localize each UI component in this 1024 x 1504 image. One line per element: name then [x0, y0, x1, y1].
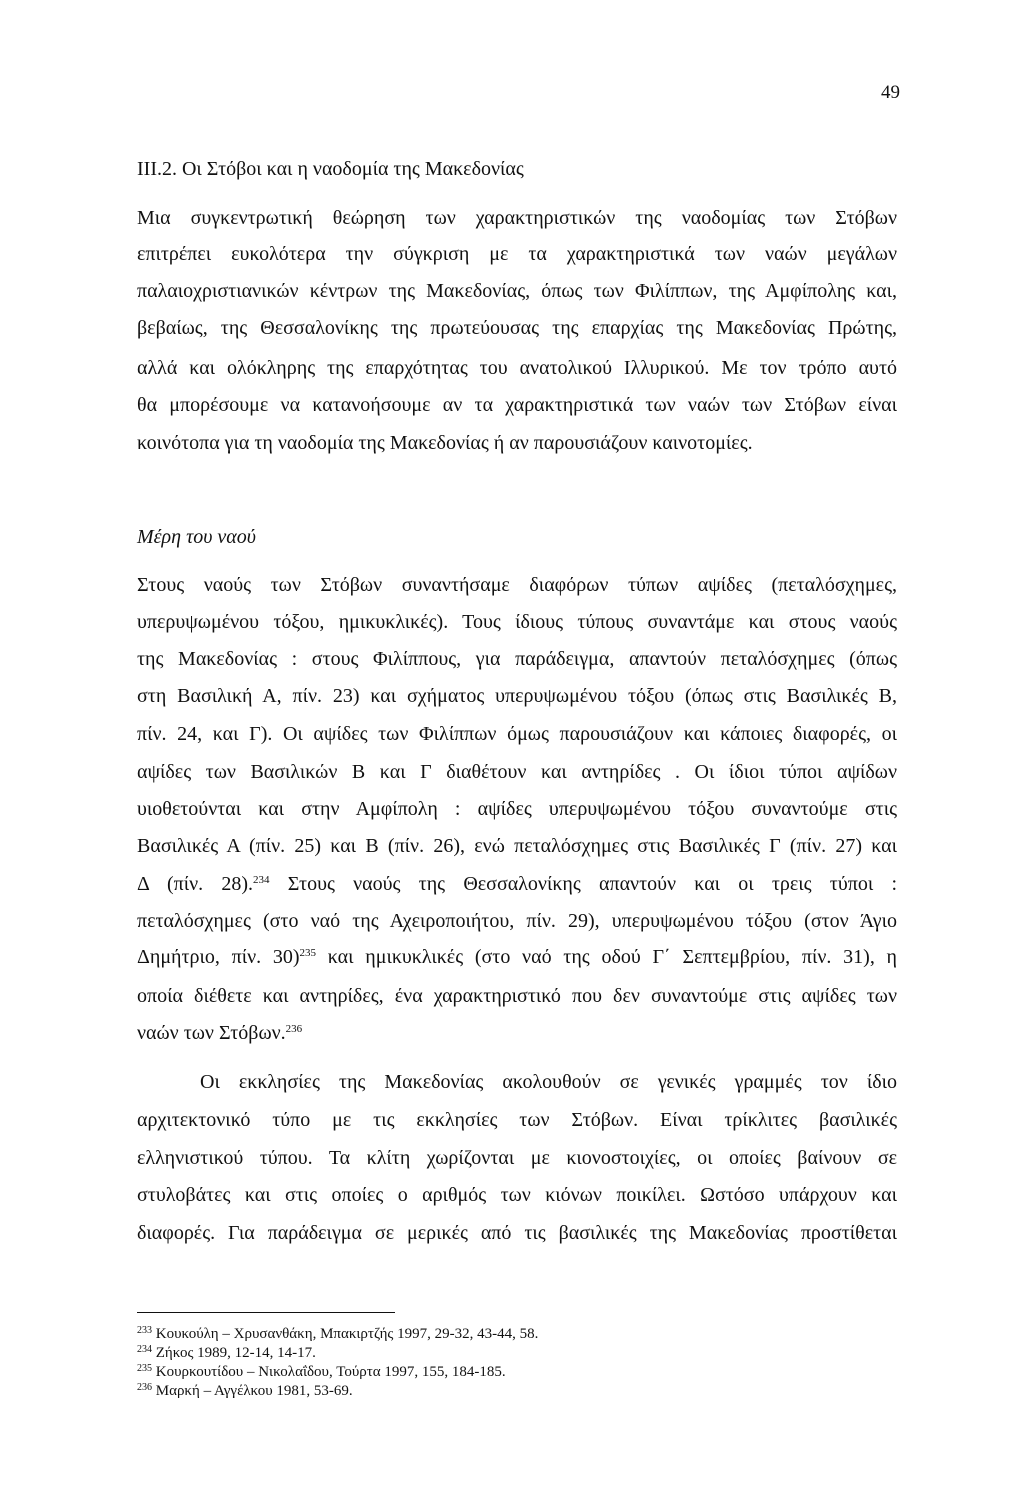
para1-line-7: κοινότοπα για τη ναοδομία της Μακεδονίας ή αν παρουσιάζουν καινοτομίες.: [137, 432, 753, 454]
para1-line-1: Μια συγκεντρωτική θεώρηση των χαρακτηριστικών της ναοδομίας των Στόβων: [137, 207, 897, 229]
footnote-235: [137, 1363, 506, 1381]
para2-line-13: [137, 1021, 897, 1045]
footnote-ref-235: 235: [299, 947, 317, 959]
footnote-text: Κουκούλη – Χρυσανθάκη, Μπακιρτζής 1997, 29-32, 43-44, 58.: [152, 1326, 539, 1342]
section-heading: III.2. Οι Στόβοι και η ναοδομία της Μακεδονίας: [137, 158, 524, 180]
para2-line-13-text: ναών των Στόβων.: [137, 1022, 286, 1044]
para2-line-6: αψίδες των Βασιλικών Β και Γ διαθέτουν και αντηρίδες . Οι ίδιοι τύποι αψίδων: [137, 761, 897, 783]
para1-line-6: θα μπορέσουμε να κατανοήσουμε αν τα χαρακτηριστικά των ναών των Στόβων είναι: [137, 394, 897, 416]
para2-line-4: στη Βασιλική Α, πίν. 23) και σχήματος υπερυψωμένου τόξου (όπως στις Βασιλικές Β,: [137, 685, 897, 707]
footnote-number: 234: [137, 1344, 152, 1355]
para3-line-2: αρχιτεκτονικό τύπο με τις εκκλησίες των Στόβων. Είναι τρίκλιτες βασιλικές: [137, 1109, 897, 1131]
para3-line-1: Οι εκκλησίες της Μακεδονίας ακολουθούν σε γενικές γραμμές τον ίδιο: [200, 1071, 897, 1093]
para2-line-9-start: Δ (πίν. 28).: [137, 873, 254, 895]
para2-line-12: οποία διέθετε και αντηρίδες, ένα χαρακτηριστικό που δεν συναντούμε στις αψίδες των: [137, 985, 897, 1007]
para2-line-11-end: και ημικυκλικές (στο ναό της οδού Γ΄ Σεπτεμβρίου, πίν. 31), η: [316, 946, 897, 968]
para3-line-3: ελληνιστικού τύπου. Τα κλίτη χωρίζονται με κιονοστοιχίες, οι οποίες βαίνουν σε: [137, 1147, 897, 1169]
para2-line-8: Βασιλικές Α (πίν. 25) και Β (πίν. 26), ενώ πεταλόσχημες στις Βασιλικές Γ (πίν. 27) και: [137, 835, 897, 857]
footnote-separator: [137, 1312, 395, 1313]
footnote-233: [137, 1325, 538, 1343]
footnote-number: 233: [137, 1325, 152, 1336]
page-number: 49: [881, 82, 900, 103]
footnote-ref-236: 236: [285, 1023, 303, 1035]
para2-line-7: υιοθετούνται και στην Αμφίπολη : αψίδες υπερυψωμένου τόξου συναντούμε στις: [137, 798, 897, 820]
para2-line-2: υπερυψωμένου τόξου, ημικυκλικές). Τους ίδιους τύπους συναντάμε και στους ναούς: [137, 611, 897, 633]
footnote-text: Ζήκος 1989, 12-14, 14-17.: [152, 1345, 316, 1361]
footnote-text: Κουρκουτίδου – Νικολαΐδου, Τούρτα 1997, 155, 184-185.: [152, 1364, 506, 1380]
para1-line-2: επιτρέπει ευκολότερα την σύγκριση με τα χαρακτηριστικά των ναών μεγάλων: [137, 243, 897, 265]
footnote-number: 236: [137, 1382, 152, 1393]
para1-line-5: αλλά και ολόκληρης της επαρχότητας του ανατολικού Ιλλυρικού. Με τον τρόπο αυτό: [137, 357, 897, 379]
para2-line-5: πίν. 24, και Γ). Οι αψίδες των Φιλίππων όμως παρουσιάζουν και κάποιες διαφορές, οι: [137, 723, 897, 745]
footnote-ref-234: 234: [253, 874, 270, 886]
para1-line-4: βεβαίως, της Θεσσαλονίκης της πρωτεύουσας της επαρχίας της Μακεδονίας Πρώτης,: [137, 317, 897, 339]
para2-line-10: πεταλόσχημες (στο ναό της Αχειροποιήτου, πίν. 29), υπερυψωμένου τόξου (στον Άγιο: [137, 910, 897, 932]
para2-line-11: [137, 945, 897, 969]
footnote-text: Μαρκή – Αγγέλκου 1981, 53-69.: [152, 1383, 353, 1399]
para3-line-4: στυλοβάτες και στις οποίες ο αριθμός των κιόνων ποικίλει. Ωστόσο υπάρχουν και: [137, 1184, 897, 1206]
para2-line-11-start: Δημήτριο, πίν. 30): [137, 946, 300, 968]
para2-line-3: της Μακεδονίας : στους Φιλίππους, για παράδειγμα, απαντούν πεταλόσχημες (όπως: [137, 648, 897, 670]
para2-line-1: Στους ναούς των Στόβων συναντήσαμε διαφόρων τύπων αψίδες (πεταλόσχημες,: [137, 574, 897, 596]
para2-line-9-end: Στους ναούς της Θεσσαλονίκης απαντούν και οι τρεις τύποι :: [269, 873, 897, 895]
para3-line-5: διαφορές. Για παράδειγμα σε μερικές από τις βασιλικές της Μακεδονίας προστίθεται: [137, 1222, 897, 1244]
footnote-236: [137, 1382, 353, 1400]
para2-line-9: [137, 872, 897, 896]
footnote-234: [137, 1344, 316, 1362]
footnote-number: 235: [137, 1363, 152, 1374]
para1-line-3: παλαιοχριστιανικών κέντρων της Μακεδονίας, όπως των Φιλίππων, της Αμφίπολης και,: [137, 280, 897, 302]
subheading: Μέρη του ναού: [137, 526, 256, 548]
